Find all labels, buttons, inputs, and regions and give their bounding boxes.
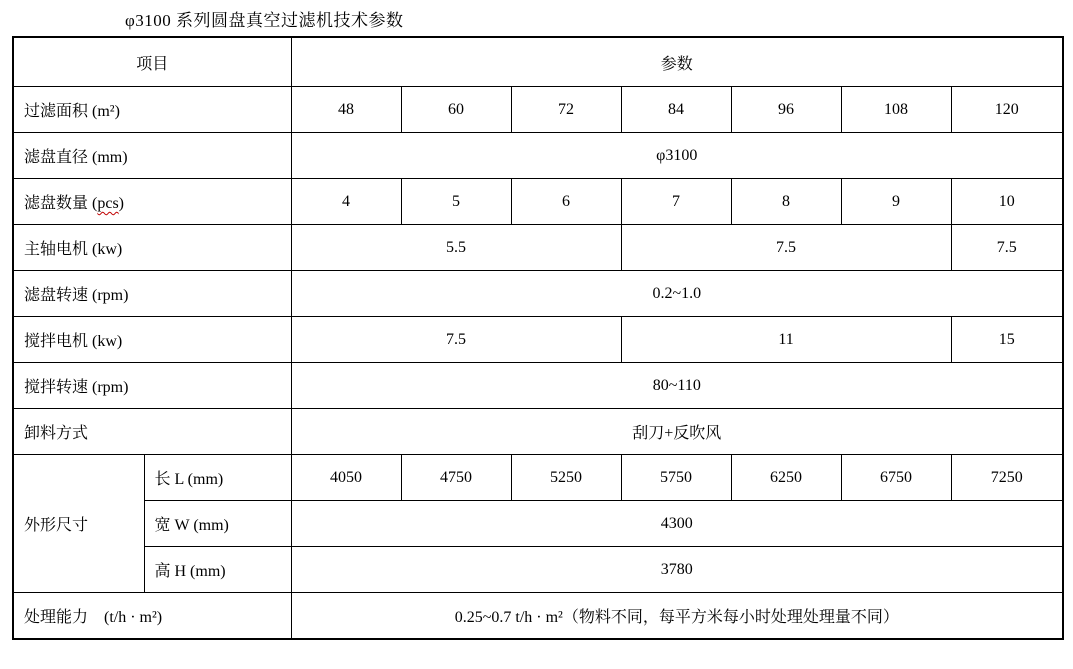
disc-speed-value: 0.2~1.0 <box>291 271 1063 317</box>
dimension-width-value: 4300 <box>291 501 1063 547</box>
agitator-speed-value: 80~110 <box>291 363 1063 409</box>
main-motor-value: 5.5 <box>291 225 621 271</box>
header-row <box>13 37 1063 87</box>
disc-diameter-value: φ3100 <box>291 133 1063 179</box>
capacity-value: 0.25~0.7 t/h · m²（物料不同，每平方米每小时处理处理量不同） <box>291 593 1063 640</box>
disc-count-value: 9 <box>841 179 951 225</box>
filter-area-value: 120 <box>951 87 1063 133</box>
table-title: φ3100 系列圆盘真空过滤机技术参数 <box>125 11 404 30</box>
disc-count-label-pcs: pcs <box>97 195 119 212</box>
main-motor-value: 7.5 <box>951 225 1063 271</box>
agitator-motor-value: 7.5 <box>291 317 621 363</box>
dimension-length-value: 5750 <box>621 455 731 501</box>
disc-count-value: 10 <box>951 179 1063 225</box>
discharge-mode-value: 刮刀+反吹风 <box>291 409 1063 455</box>
dimension-height-label: 高 H (mm) <box>144 547 291 593</box>
row-disc-count <box>13 179 1063 225</box>
filter-area-value: 72 <box>511 87 621 133</box>
dimension-length-value: 5250 <box>511 455 621 501</box>
row-discharge-mode <box>13 409 1063 455</box>
row-main-motor <box>13 225 1063 271</box>
header-item-cell: 项目 <box>13 37 291 87</box>
filter-area-label: 过滤面积 (m²) <box>13 87 291 133</box>
row-filter-area <box>13 87 1063 133</box>
header-params-cell: 参数 <box>291 37 1063 87</box>
filter-area-value: 108 <box>841 87 951 133</box>
disc-count-label-pre: 滤盘数量 ( <box>24 195 98 212</box>
disc-diameter-label: 滤盘直径 (mm) <box>13 133 291 179</box>
capacity-label: 处理能力 (t/h · m²) <box>13 593 291 640</box>
row-agitator-speed <box>13 363 1063 409</box>
filter-area-value: 96 <box>731 87 841 133</box>
dimension-length-value: 6250 <box>731 455 841 501</box>
disc-count-value: 6 <box>511 179 621 225</box>
dimension-length-value: 6750 <box>841 455 951 501</box>
dimensions-label: 外形尺寸 <box>13 455 144 593</box>
disc-count-value: 5 <box>401 179 511 225</box>
row-disc-speed <box>13 271 1063 317</box>
disc-count-value: 4 <box>291 179 401 225</box>
dimension-length-value: 7250 <box>951 455 1063 501</box>
disc-count-label <box>13 179 291 225</box>
agitator-speed-label: 搅拌转速 (rpm) <box>13 363 291 409</box>
row-dimension-height <box>13 547 1063 593</box>
dimension-height-value: 3780 <box>291 547 1063 593</box>
main-motor-label: 主轴电机 (kw) <box>13 225 291 271</box>
row-disc-diameter <box>13 133 1063 179</box>
filter-area-value: 48 <box>291 87 401 133</box>
agitator-motor-label: 搅拌电机 (kw) <box>13 317 291 363</box>
main-motor-value: 7.5 <box>621 225 951 271</box>
row-dimension-width <box>13 501 1063 547</box>
dimension-length-value: 4050 <box>291 455 401 501</box>
dimension-length-value: 4750 <box>401 455 511 501</box>
spec-table <box>12 36 1064 640</box>
agitator-motor-value: 15 <box>951 317 1063 363</box>
dimension-width-label: 宽 W (mm) <box>144 501 291 547</box>
dimension-length-label: 长 L (mm) <box>144 455 291 501</box>
row-capacity <box>13 593 1063 640</box>
disc-speed-label: 滤盘转速 (rpm) <box>13 271 291 317</box>
row-agitator-motor <box>13 317 1063 363</box>
disc-count-value: 8 <box>731 179 841 225</box>
discharge-mode-label: 卸料方式 <box>13 409 291 455</box>
filter-area-value: 84 <box>621 87 731 133</box>
row-dimension-length <box>13 455 1063 501</box>
agitator-motor-value: 11 <box>621 317 951 363</box>
filter-area-value: 60 <box>401 87 511 133</box>
disc-count-value: 7 <box>621 179 731 225</box>
disc-count-label-post: ) <box>118 195 124 212</box>
